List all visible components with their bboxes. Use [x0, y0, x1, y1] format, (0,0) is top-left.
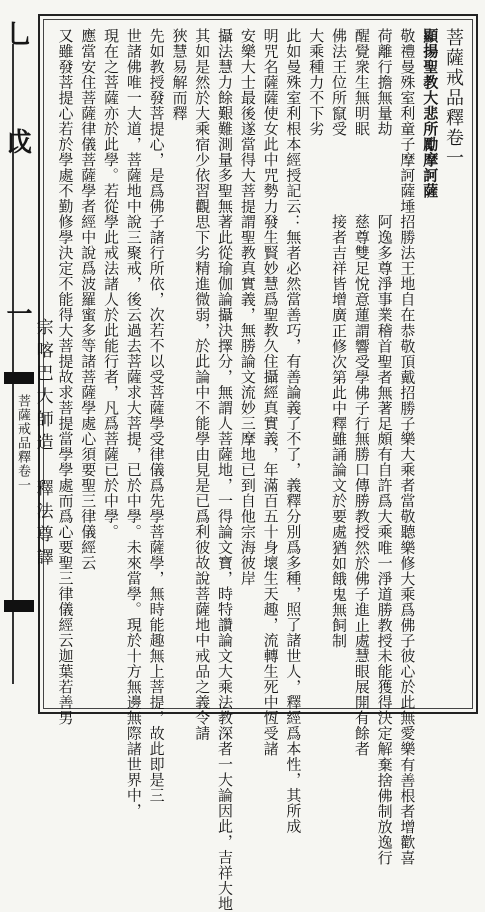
- fish-tail-mark-lower: [4, 600, 34, 612]
- verse-phrase: 樂大乘者當敬聽: [398, 431, 417, 540]
- verse-phrase: 彼心於此無愛樂: [398, 648, 417, 757]
- text-column: 此如曼殊室利根本經授記云：無者必然當善巧，有善論義了不了，義釋分別爲多種，照了諸世人，釋經爲本性，其所成: [284, 28, 303, 834]
- text-column: 世諸佛唯一大道，菩薩地中說三聚戒，後云過去菩薩求大菩提，已於中學。未來當學。現於十方無邊無際諸世界中，: [124, 28, 143, 819]
- text-column: 現在之菩薩亦於此學。若從學此戒法諸人於此能行者，凡爲菩薩已於中學。: [102, 28, 121, 540]
- section-title: 顯揚聖教大悲所勵摩訶薩: [421, 28, 440, 199]
- text-column: 其如是然於大乘宿少依習觀思下劣精進微弱，於此論中不能學由見是已爲利彼故說菩薩地中戒品之義令請: [193, 28, 212, 741]
- verse-line-5: [327, 540, 418, 649]
- verse-phrase: 荷離行擔無量劫: [375, 28, 394, 137]
- author-line: 宗喀巴大師造 釋法尊譯: [32, 318, 53, 571]
- verse-phrase: 恭敬頂戴招勝子: [398, 322, 417, 431]
- spine-title: 菩薩戒品釋卷一: [15, 394, 30, 492]
- verse-line-2: [327, 214, 418, 323]
- verse-phrase: 慈尊雙足悅意蓮: [352, 214, 371, 323]
- verse-phrase: 招勝法王地自在: [398, 214, 417, 323]
- verse-phrase: 無勝口傳勝教授: [352, 431, 371, 540]
- text-column: 大乘種力不下劣: [307, 28, 326, 137]
- verse-phrase: 有善根者增歡喜: [398, 756, 417, 865]
- text-column: 先如教授發菩提心，是爲佛子諸行所依，次若不以受菩薩學受律儀爲先學菩薩學，無時能趣無上菩提，故此即是三: [147, 28, 166, 803]
- verse-line-6: [327, 648, 418, 757]
- verse-line-4: [327, 431, 418, 540]
- verse-phrase: 佛法王位所竄受: [330, 28, 349, 137]
- verse-phrase: 然於佛子進止處: [352, 539, 371, 648]
- spine-mark-lower: 一: [2, 300, 32, 326]
- text-column: 應當安住菩薩律儀菩薩學者經中說爲波羅蜜多等諸菩薩學處心須要聖三律儀經云: [79, 28, 98, 571]
- verse-phrase: 雖誦論文於要處: [330, 431, 349, 540]
- verse-phrase: 謂響受學佛子行: [352, 322, 371, 431]
- verse-phrase: 猶如餓鬼無飼制: [330, 539, 349, 648]
- fish-tail-mark-upper: [4, 372, 34, 384]
- text-column: 明咒名薩薩使女此中咒勢力發生賢妙慧爲聖教久住攝經真實義，年滿百五十身壞生天趣，流轉生死中恆受諸: [261, 28, 280, 757]
- verse-phrase: 樂修大乘爲佛子: [398, 539, 417, 648]
- text-block-inner-border: [32, 19, 473, 912]
- verse-line-1: [327, 28, 418, 214]
- verse-phrase: 醒覺衆生無明眠: [352, 28, 371, 137]
- verse-phrase: 頗有自許爲大乘: [375, 431, 394, 540]
- verse-block: [327, 28, 418, 865]
- text-column: 狹慧易解而釋: [170, 28, 189, 121]
- verse-phrase: 敬禮曼殊室利童子摩訶薩埵: [398, 28, 417, 214]
- verse-line-3: [327, 323, 418, 432]
- verse-phrase: 稽首聖者無著足: [375, 322, 394, 431]
- verse-phrase: 唯一淨道勝教授: [375, 539, 394, 648]
- verse-phrase: 接者吉祥皆增廣: [330, 214, 349, 323]
- text-column: 攝法慧力餘艱難測量多聖無著此從瑜伽論攝決擇分，無謂人菩薩地，一得論文寶，時特讚論文大乘法教深者一大論因此，吉祥大地: [216, 28, 235, 912]
- verse-phrase: 阿逸多尊淨事業: [375, 214, 394, 323]
- text-block-border: [32, 14, 478, 912]
- text-column: 安樂大士最後遂當得大菩提謂聖教真實義，無勝論文流妙三摩地已到自他宗海彼岸: [238, 28, 257, 586]
- book-title: 菩薩戒品釋卷一: [443, 28, 464, 168]
- verse-line-7: [327, 757, 418, 866]
- verse-phrase: 未能獲得決定解: [375, 648, 394, 757]
- text-area: [32, 28, 464, 912]
- verse-phrase: 棄捨佛制放逸行: [375, 756, 394, 865]
- verse-phrase: 慧眼展開有餘者: [352, 648, 371, 757]
- spine-mark-top: 乚: [2, 20, 32, 46]
- text-column: 又雖發菩提心若於學處不勤修學決定不能得大菩提故求菩提當學學處而爲心要聖三律儀經云迦葉若善男: [56, 28, 75, 726]
- spine-mark-middle: 戉: [2, 128, 32, 154]
- verse-phrase: 正修次第此中釋: [330, 322, 349, 431]
